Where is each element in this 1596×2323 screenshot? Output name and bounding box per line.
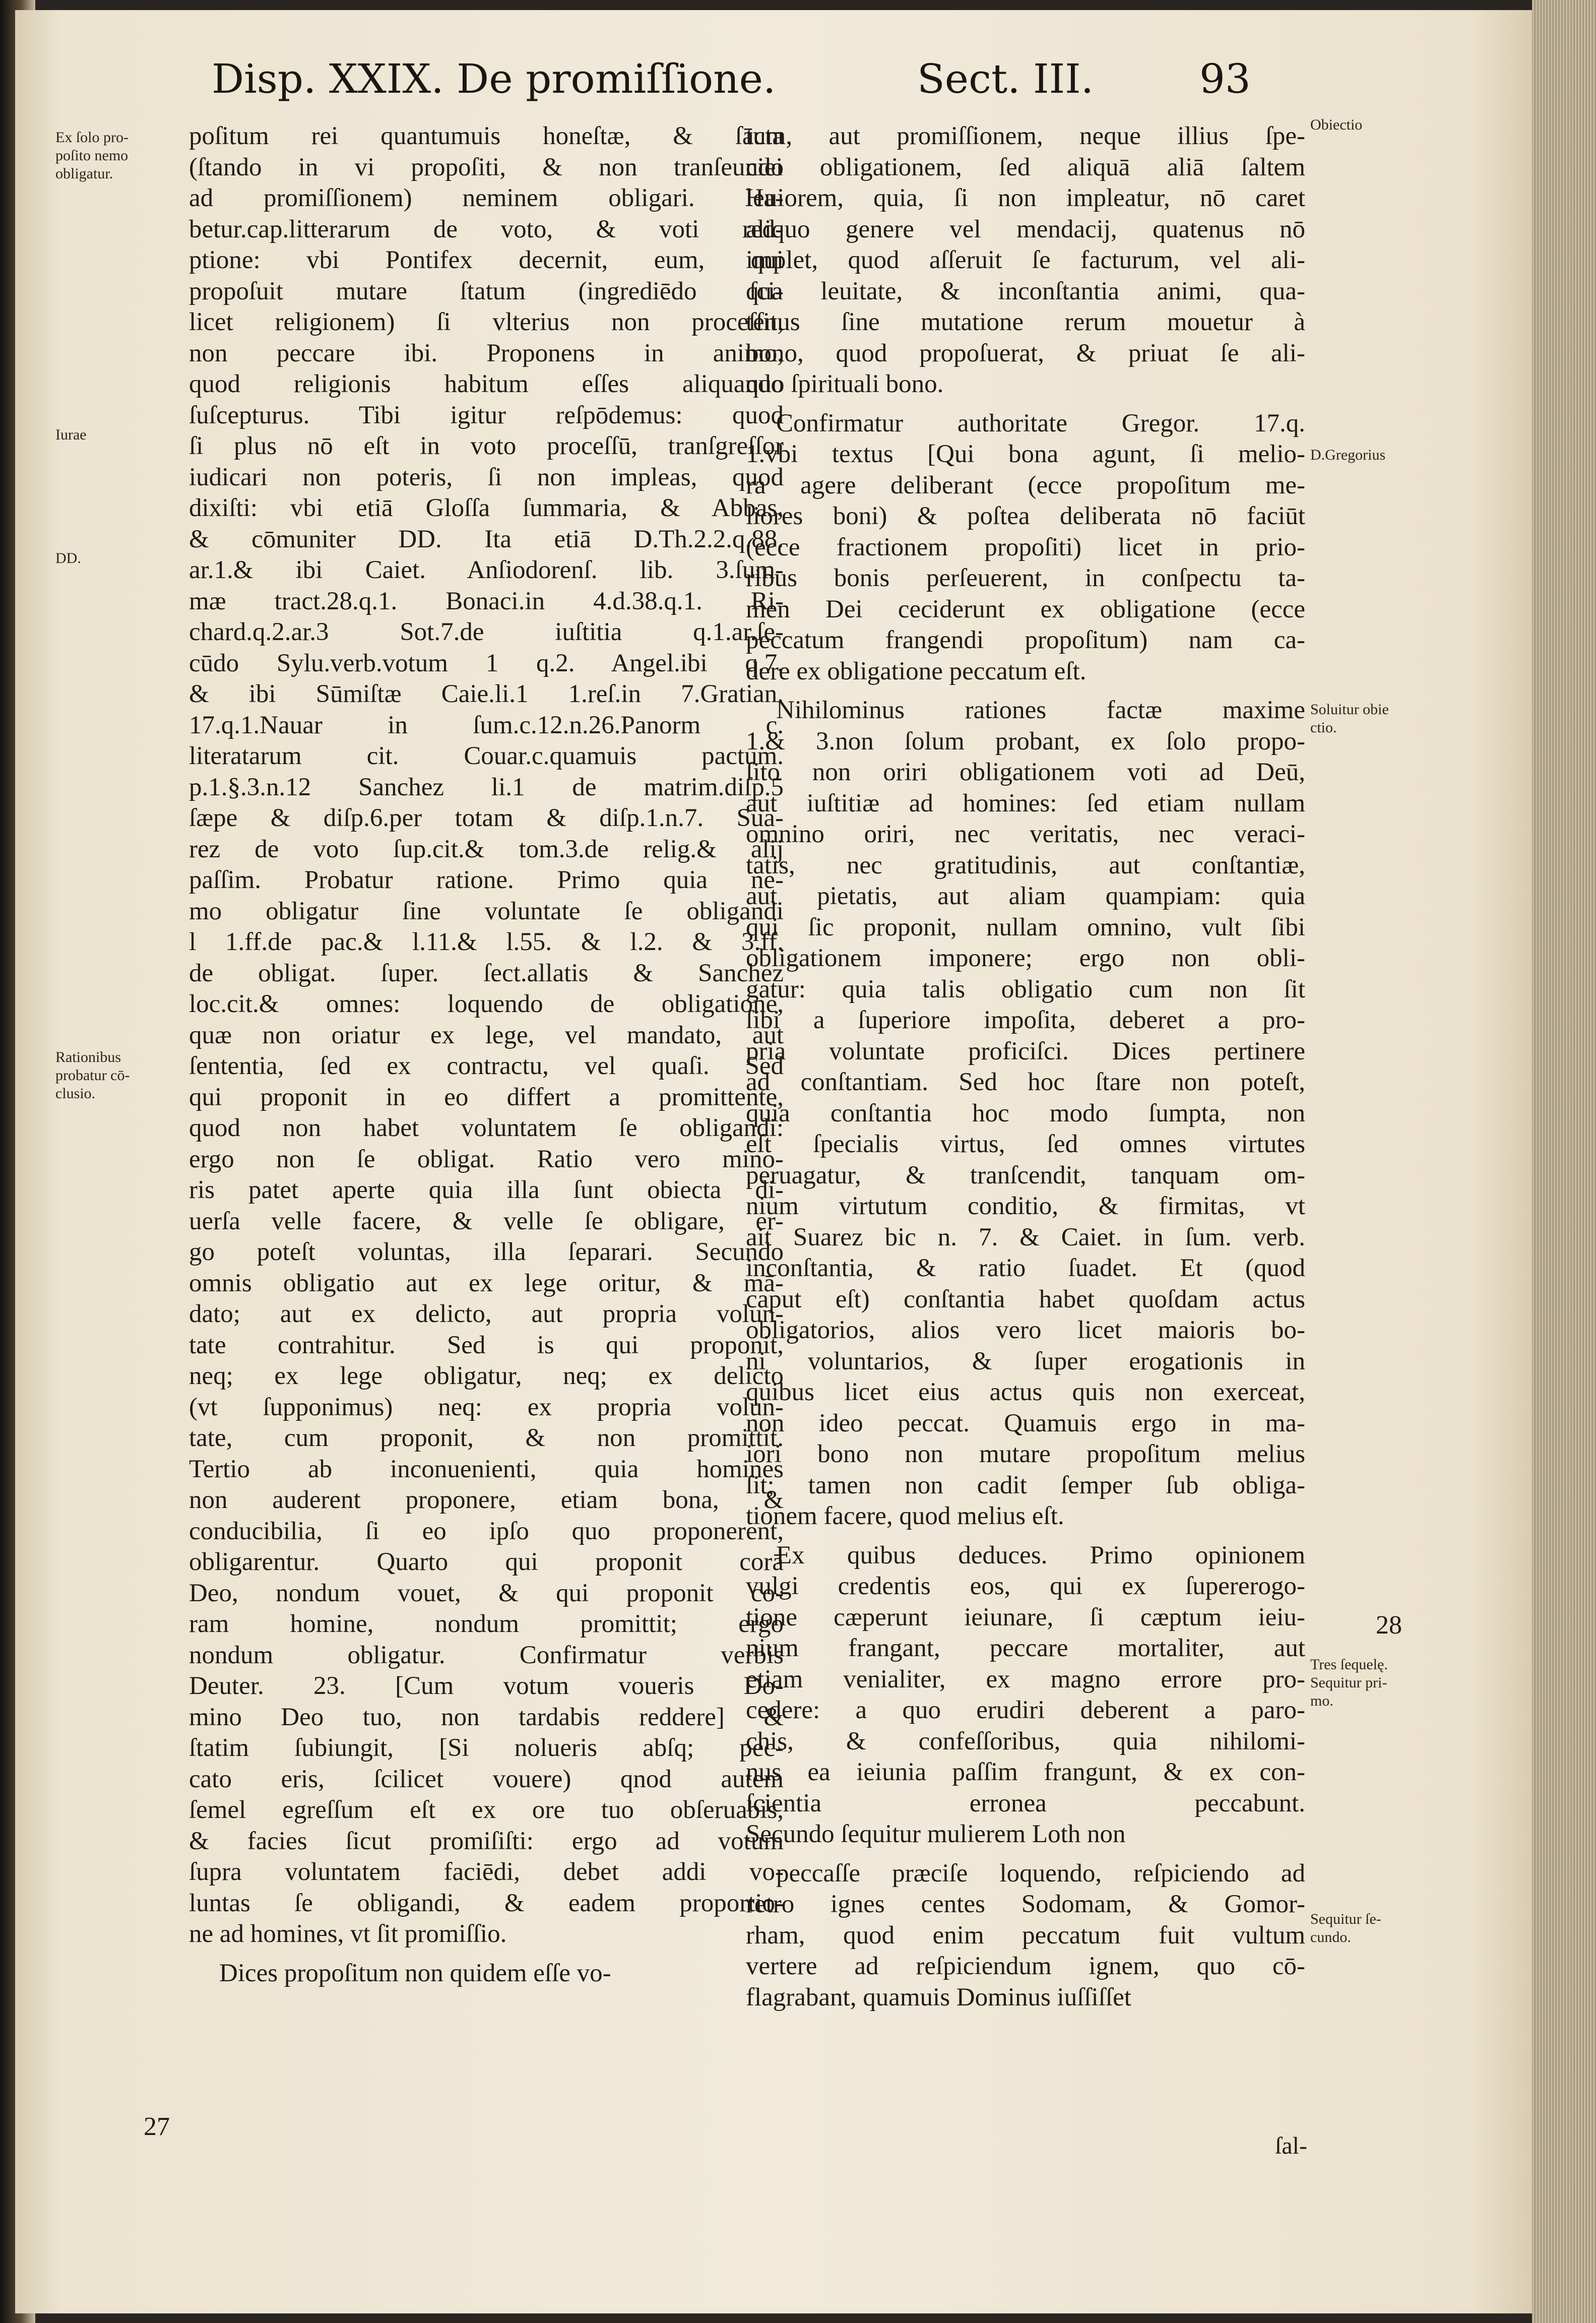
text-line: poſitum rei quantumuis honeſtæ, & ſācta	[189, 122, 784, 150]
text-line: tione cæperunt ieiunare, ſi cæptum ieiu-	[746, 1603, 1305, 1631]
text-line: quibus licet eius actus quis non exerceat,	[746, 1378, 1305, 1406]
text-line: Nihilominus rationes factæ maxime	[776, 696, 1305, 724]
text-line: omnino oriri, nec veritatis, nec veraci-	[746, 820, 1305, 848]
text-line: tatis, nec gratitudinis, aut conſtantiæ,	[746, 851, 1305, 880]
text-line: ni voluntarios, & ſuper erogationis in	[746, 1347, 1305, 1375]
text-line: de obligat. ſuper. ſect.allatis & Sanchez	[189, 959, 784, 987]
text-line: leuiorem, quia, ſi non impleatur, nō caret	[746, 184, 1305, 212]
text-line: ad promiſſionem) neminem obligari. Ha-	[189, 184, 784, 212]
text-line: go poteſt voluntas, illa ſeparari. Secundo	[189, 1238, 784, 1266]
text-line: ribus bonis perſeuerent, in conſpectu ta-	[746, 564, 1305, 592]
text-line: obligationem imponere; ergo non obli-	[746, 944, 1305, 972]
text-line: Dices propoſitum non quidem eſſe vo-	[219, 1959, 611, 1987]
paragraph-gap	[189, 1950, 784, 1958]
text-line: inconſtantia, & ratio ſuadet. Et (quod	[746, 1254, 1305, 1282]
text-line: ſito non oriri obligationem voti ad Deū,	[746, 758, 1305, 786]
paragraph-gap	[746, 400, 1305, 408]
text-column-left	[189, 121, 784, 1989]
paragraph-number: 27	[144, 2112, 170, 2141]
text-line: ſi plus nō eſt in voto proceſſū, tranſgreſſor	[189, 432, 784, 460]
paragraph-gap	[746, 687, 1305, 695]
text-line: tate, cum proponit, & non promittit.	[189, 1424, 784, 1452]
text-line: luntas ſe obligandi, & eadem proportio-	[189, 1889, 784, 1917]
text-line: (ecce fractionem propoſiti) licet in prio-	[746, 533, 1305, 561]
text-line: qui proponit in eo differt a promittente,	[189, 1083, 784, 1111]
margin-note: Obiectio	[1310, 116, 1363, 133]
text-line: (ſtando in vi propoſiti, & non tranſeundo	[189, 153, 784, 181]
text-line: ciei obligationem, ſed aliquā aliā ſaltem	[746, 153, 1305, 181]
text-line: chis, & confeſſoribus, quia nihilomi-	[746, 1727, 1305, 1755]
margin-note: Sequitur ſe- cundo.	[1310, 1911, 1381, 1945]
text-line: eſt ſpecialis virtus, ſed omnes virtutes	[746, 1130, 1305, 1158]
text-line: ra agere deliberant (ecce propoſitum me-	[746, 471, 1305, 499]
paragraph-gap	[746, 1532, 1305, 1540]
text-line: ſit; tamen non cadit ſemper ſub obliga-	[746, 1471, 1305, 1499]
text-line: iudicari non poteris, ſi non impleas, quod	[189, 463, 784, 491]
text-line: dere ex obligatione peccatum eſt.	[746, 657, 1087, 685]
text-line: etiam venialiter, ex magno errore pro-	[746, 1665, 1305, 1693]
text-line: peccaſſe præciſe loquendo, reſpiciendo ad	[776, 1859, 1305, 1888]
text-line: quod religionis habitum eſſes aliquando	[189, 370, 784, 398]
text-line: paſſim. Probatur ratione. Primo quia ne-	[189, 866, 784, 894]
text-line: ſibi a ſuperiore impoſita, deberet a pro-	[746, 1006, 1305, 1034]
text-line: mæ tract.28.q.1. Bonaci.in 4.d.38.q.1. Ri-	[189, 587, 784, 615]
text-line: l 1.ff.de pac.& l.11.& l.55. & l.2. & 3.ff.	[189, 928, 784, 956]
text-line: literatarum cit. Couar.c.quamuis pactum.	[189, 742, 784, 770]
text-line: rez de voto ſup.cit.& tom.3.de relig.& alij	[189, 835, 784, 863]
text-line: 1.& 3.non ſolum probant, ex ſolo propo-	[746, 727, 1305, 756]
margin-note: Soluitur obie ctio.	[1310, 701, 1389, 736]
page-header	[0, 55, 1596, 111]
text-line: propoſuit mutare ſtatum (ingrediēdo ſci-	[189, 277, 784, 305]
text-line: conducibilia, ſi eo ipſo quo proponerent,	[189, 1517, 784, 1545]
text-line: nium frangant, peccare mortaliter, aut	[746, 1634, 1305, 1662]
text-line: ſupra voluntatem faciēdi, debet addi vo-	[189, 1858, 784, 1886]
text-line: tum, aut promiſſionem, neque illius ſpe-	[746, 122, 1305, 150]
text-line: ſtatim ſubiungit, [Si nolueris abſq; pec-	[189, 1734, 784, 1762]
page-number: 93	[1199, 55, 1251, 102]
text-line: nium virtutum conditio, & firmitas, vt	[746, 1192, 1305, 1220]
margin-note: D.Gregorius	[1310, 447, 1386, 463]
text-line: aut pietatis, aut aliam quampiam: quia	[746, 882, 1305, 910]
text-line: men Dei ceciderunt ex obligatione (ecce	[746, 595, 1305, 623]
text-line: ait Suarez bic n. 7. & Caiet. in ſum. verb.	[746, 1223, 1305, 1251]
text-line: vertere ad reſpiciendum ignem, quo cō-	[746, 1952, 1305, 1980]
text-line: qua leuitate, & inconſtantia animi, qua-	[746, 277, 1305, 305]
text-line: ergo non ſe obligat. Ratio vero mino-	[189, 1145, 784, 1173]
text-line: Secundo ſequitur mulierem Loth non	[746, 1820, 1126, 1848]
text-line: peruagatur, & tranſcendit, tanquam om-	[746, 1161, 1305, 1189]
text-line: vulgi credentis eos, qui ex ſupererogo-	[746, 1572, 1305, 1600]
margin-note: Rationibus probatur cō- clusio.	[55, 1049, 130, 1102]
running-title: Disp. XXIX. De promiſſione.	[212, 55, 776, 102]
text-line: Deuter. 23. [Cum votum voueris Do-	[189, 1672, 784, 1700]
text-line: ram homine, nondum promittit; ergo	[189, 1610, 784, 1638]
text-line: licet religionem) ſi vlterius non proceſſit,	[189, 308, 784, 336]
text-line: cedere: a quo erudiri deberent a paro-	[746, 1696, 1305, 1724]
text-line: liores boni) & poſtea deliberata nō faciūt	[746, 502, 1305, 530]
text-line: flagrabant, quamuis Dominus iuſſiſſet	[746, 1983, 1131, 2012]
text-line: peccatum frangendi propoſitum) nam ca-	[746, 626, 1305, 654]
text-line: retro ignes centes Sodomam, & Gomor-	[746, 1890, 1305, 1918]
text-line: cūdo Sylu.verb.votum 1 q.2. Angel.ibi q.7.	[189, 649, 784, 677]
text-line: chard.q.2.ar.3 Sot.7.de iuſtitia q.1.ar.ſe-	[189, 618, 784, 646]
text-line: obligatorios, alios vero licet maioris bo-	[746, 1316, 1305, 1344]
text-line: ſemel egreſſum eſt ex ore tuo obſeruabis,	[189, 1796, 784, 1824]
text-line: mo obligatur ſine voluntate ſe obligandi	[189, 897, 784, 925]
text-line: nondum obligatur. Confirmatur verbis	[189, 1641, 784, 1669]
text-line: betur.cap.litterarum de voto, & voti red-	[189, 215, 784, 243]
text-line: aut iuſtitiæ ad homines: ſed etiam nullam	[746, 789, 1305, 818]
paragraph-gap	[746, 1850, 1305, 1858]
text-line: tionem facere, quod melius eſt.	[746, 1502, 1064, 1530]
text-line: ris patet aperte quia illa ſunt obiecta di-	[189, 1176, 784, 1204]
text-line: rham, quod enim peccatum fuit vultum	[746, 1921, 1305, 1950]
catchword: ſal-	[1275, 2132, 1307, 2159]
text-line: qui ſic proponit, nullam omnino, vult ſibi	[746, 913, 1305, 941]
text-line: Deo, nondum vouet, & qui proponit co-	[189, 1579, 784, 1607]
text-line: ſuſcepturus. Tibi igitur reſpōdemus: quod	[189, 401, 784, 429]
margin-note: Iurae	[55, 426, 87, 443]
text-line: cato eris, ſcilicet vouere) qnod autem	[189, 1765, 784, 1793]
text-line: ſæpe & diſp.6.per totam & diſp.1.n.7. Sua-	[189, 804, 784, 832]
text-line: non auderent proponere, etiam bona, &	[189, 1486, 784, 1514]
text-line: bono, quod propoſuerat, & priuat ſe ali-	[746, 339, 1305, 367]
text-line: (vt ſupponimus) neq: ex propria volun-	[189, 1393, 784, 1421]
text-line: pria voluntate proficiſci. Dices pertinere	[746, 1037, 1305, 1065]
text-line: non ideo peccat. Quamuis ergo in ma-	[746, 1409, 1305, 1437]
text-line: nus ea ieiunia paſſim frangunt, & ex con-	[746, 1758, 1305, 1786]
text-line: implet, quod aſſeruit ſe facturum, vel ali-	[746, 246, 1305, 274]
page-edges	[1532, 0, 1596, 2323]
text-line: mino Deo tuo, non tardabis reddere] &	[189, 1703, 784, 1731]
text-line: quo ſpirituali bono.	[746, 370, 944, 398]
text-line: Confirmatur authoritate Gregor. 17.q.	[776, 409, 1305, 437]
text-line: neq; ex lege obligatur, neq; ex delicto	[189, 1362, 784, 1390]
margin-note: Tres ſequelę. Sequitur pri- mo.	[1310, 1656, 1388, 1709]
text-line: non peccare ibi. Proponens in animo,	[189, 339, 784, 367]
text-line: & cōmuniter DD. Ita etiā D.Th.2.2.q.88.	[189, 525, 784, 553]
text-line: Tertio ab inconuenienti, quia homines	[189, 1455, 784, 1483]
text-line: gatur: quia talis obligatio cum non ſit	[746, 975, 1305, 1003]
text-line: iori bono non mutare propoſitum melius	[746, 1440, 1305, 1468]
text-column-right	[746, 121, 1305, 2013]
text-line: ptione: vbi Pontifex decernit, eum, qui	[189, 246, 784, 274]
text-line: loc.cit.& omnes: loquendo de obligatione,	[189, 990, 784, 1018]
text-line: ſententia, ſed ex contractu, vel quaſi. Sed	[189, 1052, 784, 1080]
text-line: p.1.§.3.n.12 Sanchez li.1 de matrim.diſp.5	[189, 773, 784, 801]
text-line: 1.vbi textus [Qui bona agunt, ſi melio-	[746, 440, 1305, 468]
text-line: & facies ſicut promiſiſti: ergo ad votum	[189, 1827, 784, 1855]
text-line: aliquo genere vel mendacij, quatenus nō	[746, 215, 1305, 243]
text-line: tenus ſine mutatione rerum mouetur à	[746, 308, 1305, 336]
section-title: Sect. III.	[917, 55, 1094, 102]
text-line: ad conſtantiam. Sed hoc ſtare non poteſt,	[746, 1068, 1305, 1096]
text-line: quæ non oriatur ex lege, vel mandato, aut	[189, 1021, 784, 1049]
text-line: Ex quibus deduces. Primo opinionem	[776, 1541, 1305, 1569]
text-line: uerſa velle facere, & velle ſe obligare, er-	[189, 1207, 784, 1235]
text-line: omnis obligatio aut ex lege oritur, & mā-	[189, 1269, 784, 1297]
text-line: 17.q.1.Nauar in ſum.c.12.n.26.Panorm c.	[189, 711, 784, 739]
text-line: ſcientia erronea peccabunt.	[746, 1789, 1305, 1817]
text-line: dixiſti: vbi etiā Gloſſa ſummaria, & Abbas,	[189, 494, 784, 522]
text-line: caput eſt) conſtantia habet quoſdam actus	[746, 1285, 1305, 1313]
text-line: & ibi Sūmiſtæ Caie.li.1 1.reſ.in 7.Gratian.	[189, 680, 784, 708]
text-line: tate contrahitur. Sed is qui proponit,	[189, 1331, 784, 1359]
text-line: ne ad homines, vt ſit promiſſio.	[189, 1920, 507, 1948]
text-line: quod non habet voluntatem ſe obligandi:	[189, 1114, 784, 1142]
text-line: quia conſtantia hoc modo ſumpta, non	[746, 1099, 1305, 1127]
text-line: dato; aut ex delicto, aut propria volun-	[189, 1300, 784, 1328]
text-line: ar.1.& ibi Caiet. Anſiodorenſ. lib. 3.ſum-	[189, 556, 784, 584]
text-line: obligarentur. Quarto qui proponit corā	[189, 1548, 784, 1576]
margin-note: DD.	[55, 550, 81, 567]
margin-note: Ex ſolo pro- poſito nemo obligatur.	[55, 129, 129, 182]
paragraph-number: 28	[1376, 1611, 1402, 1640]
